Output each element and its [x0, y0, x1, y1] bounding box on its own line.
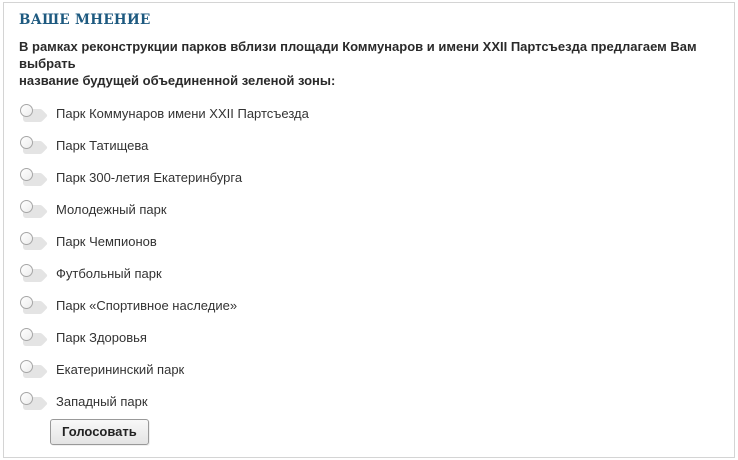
poll-option[interactable] [19, 385, 722, 417]
poll-option-label: Парк «Спортивное наследие» [56, 297, 238, 313]
radio-button-icon[interactable] [19, 135, 56, 155]
poll-option-label: Парк Чемпионов [56, 233, 157, 249]
poll-option[interactable] [19, 353, 722, 385]
poll-option[interactable] [19, 161, 722, 193]
radio-circle-icon[interactable] [20, 200, 33, 213]
poll-option-label: Западный парк [56, 393, 148, 409]
poll-question-line-1: В рамках реконструкции парков вблизи площади Коммунаров и имени XXII Партсъезда предлагаем Вам выбрать [19, 39, 697, 71]
poll-title: ВАШЕ МНЕНИЕ [19, 12, 151, 28]
poll-widget [3, 2, 735, 458]
radio-button-icon[interactable] [19, 327, 56, 347]
radio-circle-icon[interactable] [20, 168, 33, 181]
poll-option-label: Парк Татищева [56, 137, 149, 153]
vote-button[interactable]: Голосовать [50, 419, 149, 445]
radio-circle-icon[interactable] [20, 264, 33, 277]
radio-button-icon[interactable] [19, 391, 56, 411]
poll-option[interactable] [19, 321, 722, 353]
radio-button-icon[interactable] [19, 103, 56, 123]
poll-option[interactable] [19, 225, 722, 257]
poll-question [19, 38, 722, 89]
poll-option[interactable] [19, 289, 722, 321]
poll-option-label: Екатерининский парк [56, 361, 185, 377]
radio-button-icon[interactable] [19, 167, 56, 187]
radio-button-icon[interactable] [19, 359, 56, 379]
radio-circle-icon[interactable] [20, 296, 33, 309]
radio-button-icon[interactable] [19, 295, 56, 315]
poll-option[interactable] [19, 193, 722, 225]
poll-option-label: Парк Здоровья [56, 329, 147, 345]
poll-option[interactable] [19, 257, 722, 289]
radio-button-icon[interactable] [19, 263, 56, 283]
radio-circle-icon[interactable] [20, 104, 33, 117]
poll-option-label: Молодежный парк [56, 201, 167, 217]
radio-button-icon[interactable] [19, 231, 56, 251]
poll-option-label: Парк 300-летия Екатеринбурга [56, 169, 243, 185]
radio-button-icon[interactable] [19, 199, 56, 219]
poll-option-label: Парк Коммунаров имени XXII Партсъезда [56, 105, 309, 121]
radio-circle-icon[interactable] [20, 392, 33, 405]
radio-circle-icon[interactable] [20, 232, 33, 245]
poll-options-list [19, 97, 722, 417]
radio-circle-icon[interactable] [20, 136, 33, 149]
poll-option[interactable] [19, 97, 722, 129]
radio-circle-icon[interactable] [20, 360, 33, 373]
poll-option-label: Футбольный парк [56, 265, 162, 281]
poll-question-line-2: название будущей объединенной зеленой зоны: [19, 73, 336, 88]
radio-circle-icon[interactable] [20, 328, 33, 341]
poll-option[interactable] [19, 129, 722, 161]
